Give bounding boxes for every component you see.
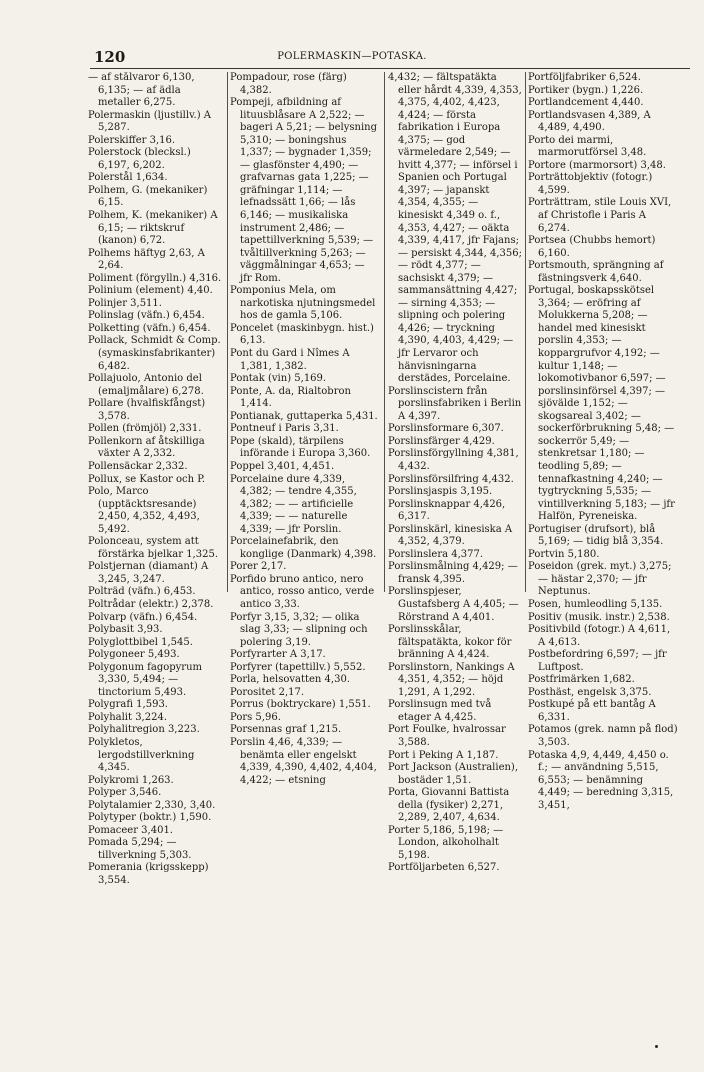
index-entry: Pollenkorn af åtskilliga växter A 2,332. [88,435,205,460]
index-entry: Porslinsskålar, fältspatäkta, kokor för bränning A 4,424. [388,624,512,661]
index-entry: Pollensäckar 2,332. [88,460,188,472]
index-entry: Pompeji, afbildning af lituusblåsare A 2,522; — bageri A 5,21; — belysning 5,310; — boningshus 1,337; — bygnader 1,359; — glasfönster 4,490; — grafvarnas gata 1,225; — gräfningar 1,114; — lefnadssätt 1,66; — lås 6,146; — musikaliska instrument 2,486; — tapettillverkning 5,539; — tvåltillverkning 5,263; — väggmålningar 4,653; — jfr Rom. [230,97,378,284]
index-entry: Portiker (bygn.) 1,226. [528,84,644,96]
index-entry: Polonceau, system att förstärka bjelkar 1,325. [88,536,218,560]
index-entry: Porto dei marmi, marmorutförsel 3,48. [528,134,647,159]
header-rule [90,68,690,69]
index-column-3 [388,72,522,1052]
index-entry: Posthäst, engelsk 3,375. [528,686,652,698]
index-entry: Postfrimärken 1,682. [528,674,635,686]
index-entry: Portugal, boskapsskötsel 3,364; — eröfring af Molukkerna 5,208; — handel med kinesiskt porslin 4,353; — koppargrufvor 4,192; — kultur 1,148; — lokomotivbanor 6,597; — porslinsinförsel 4,397; — sjövälde 1,152; — skogsareal 3,402; — sockerförbrukning 5,48; — sockerrör 5,49; — stenkretsar 1,180; — teodling 5,89; — tennafkastning 4,240; — tygtryckning 5,535; — vintillverkning 5,183; — jfr Halfön, Pyreneiska. [528,285,675,523]
index-column-1 [88,72,224,1052]
index-entry: — af stålvaror 6,130, 6,135; — af ädla metaller 6,275. [88,72,195,109]
index-entry: Porfyrarter A 3,17. [230,649,326,661]
index-entry: Polhem, K. (mekaniker) A 6,15; — riktskruf (kanon) 6,72. [88,210,218,247]
index-entry: Portföljarbeten 6,527. [388,862,500,874]
index-entry: Porfido bruno antico, nero antico, rosso antico, verde antico 3,33. [230,573,375,610]
index-entry: Pont du Gard i Nîmes A 1,381, 1,382. [230,348,350,372]
index-entry: Polo, Marco (upptäcktsresande) 2,450, 4,352, 4,493, 5,492. [88,486,200,535]
index-entry: Porcelainefabrik, den konglige (Danmark) 4,398. [230,536,377,560]
index-entry: Ponte, A. da, Rialtobron 1,414. [230,385,351,410]
index-entry: Portsmouth, sprängning af fästningsverk 4,640. [528,260,664,284]
index-entry: Polyhalitregion 3,223. [88,724,200,736]
index-entry: Porslinsugn med två etager A 4,425. [388,699,492,723]
running-head: POLERMASKIN—POTASKA. [277,51,427,62]
index-entry: Potaska 4,9, 4,449, 4,450 o. f.; — användning 5,515, 6,553; — benämning 4,449; — beredning 3,315, 3,451, [528,749,674,811]
index-entry: Pomponius Mela, om narkotiska njutningsmedel hos de gamla 5,106. [230,285,376,322]
index-entry: Pollen (frömjöl) 2,331. [88,423,202,435]
index-entry: Positivbild (fotogr.) A 4,611, A 4,613. [528,624,671,648]
index-entry: Polhems häftyg 2,63, A 2,64. [88,247,205,272]
index-entry: Pope (skald), tärpilens införande i Europa 3,360. [230,435,371,460]
index-entry: Polinjer 3,511. [88,297,162,309]
index-entry: Polermaskin (ljustillv.) A 5,287. [88,109,212,134]
index-entry: Polygrafi 1,593. [88,699,168,711]
index-entry: Portugiser (drufsort), blå 5,169; — tidig blå 3,354. [528,523,664,548]
index-entry: Polerskiffer 3,16. [88,134,176,146]
index-entry: Porter 5,186, 5,198; — London, alkoholhalt 5,198. [388,824,504,861]
index-entry: Porslinsförgyllning 4,381, 4,432. [388,448,519,472]
index-entry: Poncelet (maskinbygn. hist.) 6,13. [230,322,374,347]
index-entry: Porslinsformare 6,307. [388,423,504,435]
index-entry: Portlandcement 4,440. [528,97,644,109]
index-entry: 4,432; — fältspatäkta eller hårdt 4,339, 4,353, 4,375, 4,402, 4,423, 4,424; — första fabrikation i Europa 4,375; — god värmeledare 2,549; — hvitt 4,377; — införsel i Spanien och Portugal 4,397; — japanskt 4,354, 4,355; — kinesiskt 4,349 o. f., 4,353, 4,427; — oäkta 4,339, 4,417, jfr Fajans; — persiskt 4,344, 4,356; — rödt 4,377; — sachsiskt 4,379; — sammansättning 4,427; — sirning 4,353; — slipning och polering 4,426; — tryckning 4,390, 4,403, 4,429; — jfr Lervaror och hänvisningarna derstädes, Porcelaine. [388,72,522,385]
index-entry: Porslinsmålning 4,429; — fransk 4,395. [388,561,518,585]
index-column-2 [230,72,378,1052]
index-entry: Porslin 4,46, 4,339; — benämta eller engelskt 4,339, 4,390, 4,402, 4,404, 4,422; — etsning [230,736,377,786]
index-column-4 [528,72,678,1052]
index-entry: Potamos (grek. namn på flod) 3,503. [528,724,678,748]
index-entry: Pomerania (krigsskepp) 3,554. [88,862,209,886]
index-entry: Porslinskärl, kinesiska A 4,352, 4,379. [388,523,513,548]
index-entry: Polykletos, lergodstillverkning 4,345. [88,736,195,774]
index-entry: Portvin 5,180. [528,548,600,560]
index-entry: Porer 2,17. [230,561,287,573]
index-entry: Postbefordring 6,597; — jfr Luftpost. [528,649,667,673]
index-entry: Porslinspjeser, Gustafsberg A 4,405; — Rörstrand A 4,401. [388,586,519,623]
index-entry: Polketting (väfn.) 6,454. [88,322,211,334]
index-entry: Poppel 3,401, 4,451. [230,460,335,472]
index-entry: Porsennas graf 1,215. [230,724,342,736]
index-entry: Pollack, Schmidt & Comp. (symaskinsfabrikanter) 6,482. [88,335,221,372]
index-entry: Pontianak, guttaperka 5,431. [230,410,378,422]
index-entry: Pontak (vin) 5,169. [230,373,327,385]
index-entry: Poliment (förgylln.) 4,316. [88,272,222,284]
index-entry: Porla, helsovatten 4,30. [230,674,350,686]
index-entry: Polyhalit 3,224. [88,711,167,723]
index-entry: Porslinstorn, Nankings A 4,351, 4,352; — höjd 1,291, A 1,292. [388,661,515,698]
index-entry: Port Foulke, hvalrossar 3,588. [388,724,506,748]
index-entry: Porslinsjaspis 3,195. [388,486,493,498]
index-entry: Polinslag (väfn.) 6,454. [88,310,205,322]
index-entry: Portsea (Chubbs hemort) 6,160. [528,235,656,259]
index-entry: Pompadour, rose (färg) 4,382. [230,72,347,96]
index-entry: Polvarp (väfn.) 6,454. [88,611,198,623]
index-entry: Polstjernan (diamant) A 3,245, 3,247. [88,561,209,585]
index-entry: Porfyr 3,15, 3,32; — olika slag 3,33; — slipning och polering 3,19. [230,611,368,648]
index-entry: Pollux, se Kastor och P. [88,473,206,485]
index-entry: Polybasit 3,93. [88,624,163,636]
index-entry: Port i Peking A 1,187. [388,749,499,761]
index-entry: Porslinsförsilfring 4,432. [388,473,514,485]
column-divider [227,72,228,592]
index-entry: Porträttobjektiv (fotogr.) 4,599. [528,172,653,196]
index-entry: Postkupé på ett bantåg A 6,331. [528,699,656,723]
index-entry: Portore (marmorsort) 3,48. [528,159,666,171]
index-entry: Polygonum fagopyrum 3,330, 5,494; — tinctorium 5,493. [88,661,202,698]
index-entry: Port Jackson (Australien), bostäder 1,51. [388,762,519,786]
index-columns [88,72,696,1052]
page-number: 120 [94,48,126,66]
column-divider [384,72,385,592]
index-entry: Porfyrer (tapettillv.) 5,552. [230,661,366,673]
index-entry: Polerstål 1,634. [88,172,168,184]
index-entry: Portföljfabriker 6,524. [528,72,641,83]
index-entry: Porta, Giovanni Battista della (fysiker) 2,271, 2,289, 2,407, 4,634. [388,787,510,824]
index-entry: Pollajuolo, Antonio del (emaljmålare) 6,278. [88,373,204,397]
index-entry: Polyglottbibel 1,545. [88,636,193,648]
index-entry: Porcelaine dure 4,339, 4,382; — tendre 4,355, 4,382; — — artificielle 4,339; — — naturelle 4,339; — jfr Porslin. [230,473,357,535]
index-entry: Pomaceer 3,401. [88,824,173,836]
index-entry: Polyper 3,546. [88,787,162,799]
index-entry: Polerstock (blecksl.) 6,197, 6,202. [88,147,191,171]
column-divider [525,72,526,592]
index-entry: Porslinsfärger 4,429. [388,435,495,447]
index-entry: Positiv (musik. instr.) 2,538. [528,611,670,623]
index-entry: Poseidon (grek. myt.) 3,275; — hästar 2,370; — jfr Neptunus. [528,561,672,598]
index-entry: Polytyper (boktr.) 1,590. [88,812,212,824]
index-entry: Pors 5,96. [230,711,281,723]
ink-speck [655,1045,658,1048]
index-entry: Poltrådar (elektr.) 2,378. [88,598,214,610]
index-entry: Porositet 2,17. [230,686,305,698]
index-entry: Polykromi 1,263. [88,774,174,786]
index-entry: Polinium (element) 4,40. [88,285,213,297]
index-entry: Pomada 5,294; — tillverkning 5,303. [88,837,192,861]
index-entry: Polygoneer 5,493. [88,649,180,661]
index-entry: Posen, humleodling 5,135. [528,598,663,610]
index-entry: Porslinsknappar 4,426, 6,317. [388,498,506,523]
index-entry: Portlandsvasen 4,389, A 4,489, 4,490. [528,109,651,134]
index-entry: Polytalamier 2,330, 3,40. [88,799,216,811]
index-entry: Polträd (väfn.) 6,453. [88,586,196,598]
index-entry: Pontneuf i Paris 3,31. [230,423,339,435]
index-entry: Pollare (hvalfiskfångst) 3,578. [88,398,206,422]
index-entry: Porträttram, stile Louis XVI, af Christofle i Paris A 6,274. [528,197,672,234]
index-entry: Polhem, G. (mekaniker) 6,15. [88,184,208,209]
index-entry: Porslinslera 4,377. [388,548,484,560]
index-entry: Porslinscistern från porslinsfabriken i Berlin A 4,397. [388,385,522,422]
index-entry: Porrus (boktryckare) 1,551. [230,699,371,711]
